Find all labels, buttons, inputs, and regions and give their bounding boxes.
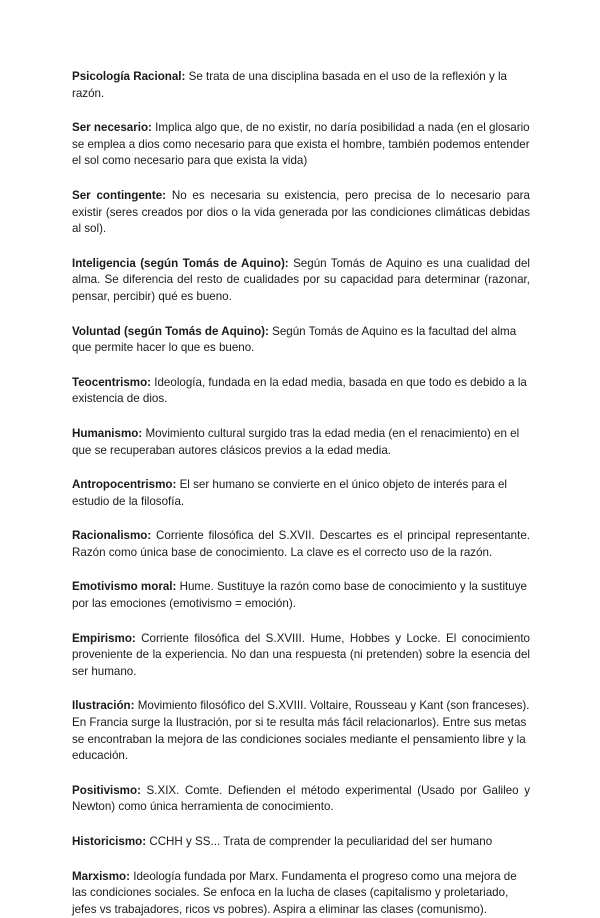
glossary-entry — [72, 783, 530, 816]
glossary-definition: CCHH y SS... Trata de comprender la peculiaridad del ser humano — [146, 835, 493, 848]
glossary-entry — [72, 426, 530, 459]
glossary-entry — [72, 324, 530, 357]
glossary-definition: Según Tomás de Aquino es la facultad del alma que permite hacer lo que es bueno. — [72, 324, 517, 355]
glossary-definition: Hume. Sustituye la razón como base de conocimiento y la sustituye por las emociones (emotivismo = emoción). — [72, 580, 527, 611]
glossary-definition: El ser humano se convierte en el único objeto de interés para el estudio de la filosofía. — [72, 478, 507, 508]
glossary-term: Ilustración: — [72, 699, 135, 713]
glossary-definition: Corriente filosófica del S.XVIII. Hume, Hobbes y Locke. El conocimiento proveniente de la experiencia. No dan una respuesta (ni pretenden) sobre la esencia del ser humano. — [72, 631, 530, 678]
glossary-definition: Movimiento filosófico del S.XVIII. Voltaire, Rousseau y Kant (son franceses). En Francia surge la Ilustración, por si te resulta más fácil relacionarlos). Entre sus metas se encontraban la mejora de las condiciones sociales mediante el pensamiento libre y la educación. — [72, 699, 530, 763]
glossary-definition: Corriente filosófica del S.XVII. Descartes es el principal representante. Razón como única base de conocimiento. La clave es el correcto uso de la razón. — [72, 529, 530, 559]
glossary-definition: Movimiento cultural surgido tras la edad media (en el renacimiento) en el que se recuperaban autores clásicos previos a la edad media. — [72, 426, 520, 457]
glossary-entry — [72, 120, 530, 170]
glossary-entry — [72, 579, 530, 612]
glossary-term: Antropocentrismo: — [72, 478, 177, 492]
glossary-definition: S.XIX. Comte. Defienden el método experimental (Usado por Galileo y Newton) como única herramienta de conocimiento. — [72, 783, 530, 814]
glossary-term: Ser necesario: — [72, 121, 152, 135]
glossary-term: Ser contingente: — [72, 188, 167, 202]
glossary-term: Marxismo: — [72, 869, 130, 883]
glossary-entry — [72, 834, 530, 851]
glossary-entry — [72, 869, 530, 918]
glossary-entry — [72, 528, 530, 561]
glossary-definition: No es necesaria su existencia, pero precisa de lo necesario para existir (seres creados por dios o la vida generada por las condiciones climáticas debidas al sol). — [72, 188, 530, 236]
glossary-term: Voluntad (según Tomás de Aquino): — [72, 324, 269, 338]
glossary-term: Emotivismo moral: — [72, 580, 177, 594]
glossary-term: Positivismo: — [72, 783, 141, 797]
glossary-term: Psicología Racional: — [72, 70, 186, 83]
glossary-term: Historicismo: — [72, 835, 147, 848]
glossary-definition: Ideología fundada por Marx. Fundamenta el progreso como una mejora de las condiciones sociales. Se enfoca en la lucha de clases (capitalismo y proletariado, jefes vs trabajadores, ricos vs pobres). Aspira a eliminar las clases (comunismo). — [72, 869, 517, 916]
glossary-entry — [72, 188, 530, 238]
glossary-term: Empirismo: — [72, 631, 136, 645]
glossary-definition: Según Tomás de Aquino es una cualidad del alma. Se diferencia del resto de cualidades por su capacidad para determinar (razonar, pensar, percibir) qué es bueno. — [72, 256, 530, 303]
glossary-entry — [72, 256, 530, 306]
glossary-entry — [72, 631, 530, 681]
glossary-definition: Se trata de una disciplina basada en el uso de la reflexión y la razón. — [72, 70, 508, 100]
glossary-definition: Implica algo que, de no existir, no daría posibilidad a nada (en el glosario se emplea a dios como necesario para que exista el hombre, también podemos entender el sol como necesario para que exista la vida) — [72, 121, 530, 168]
glossary-term: Inteligencia (según Tomás de Aquino): — [72, 256, 289, 270]
glossary-definition: Ideología, fundada en la edad media, basada en que todo es debido a la existencia de dios. — [72, 375, 527, 406]
glossary-term: Teocentrismo: — [72, 375, 152, 389]
glossary-term: Racionalismo: — [72, 529, 152, 543]
glossary-entry — [72, 69, 530, 102]
glossary-term: Humanismo: — [72, 426, 143, 440]
glossary-entry — [72, 698, 530, 764]
glossary-entry — [72, 477, 530, 510]
glossary-entry — [72, 375, 530, 408]
